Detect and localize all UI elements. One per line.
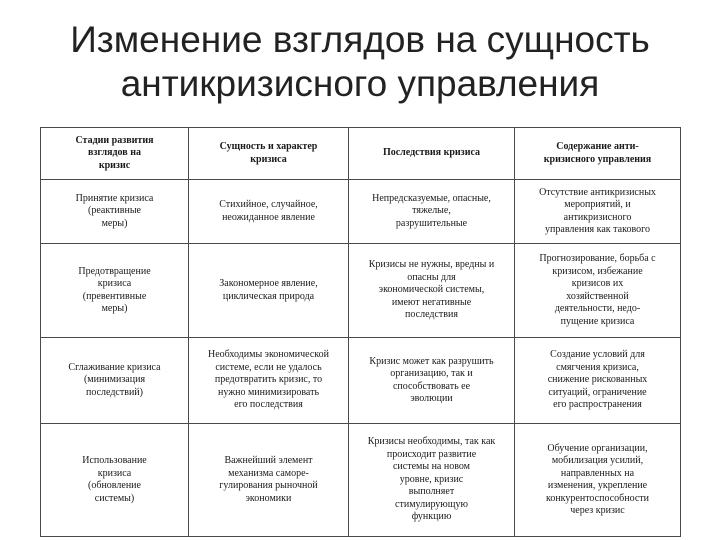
cell-stage: Принятие кризиса (реактивные меры)	[41, 180, 189, 244]
header-essence: Сущность и характер кризиса	[189, 128, 349, 180]
slide-title-line-2: антикризисного управления	[120, 63, 600, 104]
slide-title	[0, 18, 720, 106]
table-header-row	[41, 128, 681, 180]
cell-essence: Необходимы экономической системе, если не удалось предотвратить кризис, то нужно минимизировать его последствия	[189, 338, 349, 424]
cell-consequences: Непредсказуемые, опасные, тяжелые, разрушительные	[349, 180, 515, 244]
table-row	[41, 180, 681, 244]
cell-essence: Важнейший элемент механизма саморе- гулирования рыночной экономики	[189, 424, 349, 537]
slide-title-line-1: Изменение взглядов на сущность	[70, 19, 650, 60]
cell-essence: Стихийное, случайное, неожиданное явление	[189, 180, 349, 244]
cell-stage: Использование кризиса (обновление системы)	[41, 424, 189, 537]
table-row	[41, 244, 681, 338]
cell-management: Обучение организации, мобилизация усилий, направленных на изменения, укрепление конкурентоспособности через кризис	[515, 424, 681, 537]
table-row	[41, 338, 681, 424]
header-management: Содержание анти- кризисного управления	[515, 128, 681, 180]
cell-consequences: Кризис может как разрушить организацию, так и способствовать ее эволюции	[349, 338, 515, 424]
header-stages: Стадии развития взглядов на кризис	[41, 128, 189, 180]
cell-consequences: Кризисы не нужны, вредны и опасны для экономической системы, имеют негативные последствия	[349, 244, 515, 338]
table-row	[41, 424, 681, 537]
cell-management: Прогнозирование, борьба с кризисом, избежание кризисов их хозяйственной деятельности, недо- пущение кризиса	[515, 244, 681, 338]
cell-stage: Предотвращение кризиса (превентивные меры)	[41, 244, 189, 338]
cell-management: Создание условий для смягчения кризиса, снижение рискованных ситуаций, ограничение его распространения	[515, 338, 681, 424]
cell-stage: Сглаживание кризиса (минимизация последствий)	[41, 338, 189, 424]
header-consequences: Последствия кризиса	[349, 128, 515, 180]
crisis-views-table	[40, 127, 681, 537]
cell-management: Отсутствие антикризисных мероприятий, и антикризисного управления как такового	[515, 180, 681, 244]
cell-essence: Закономерное явление, циклическая природа	[189, 244, 349, 338]
cell-consequences: Кризисы необходимы, так как происходит развитие системы на новом уровне, кризис выполняет стимулирующую функцию	[349, 424, 515, 537]
